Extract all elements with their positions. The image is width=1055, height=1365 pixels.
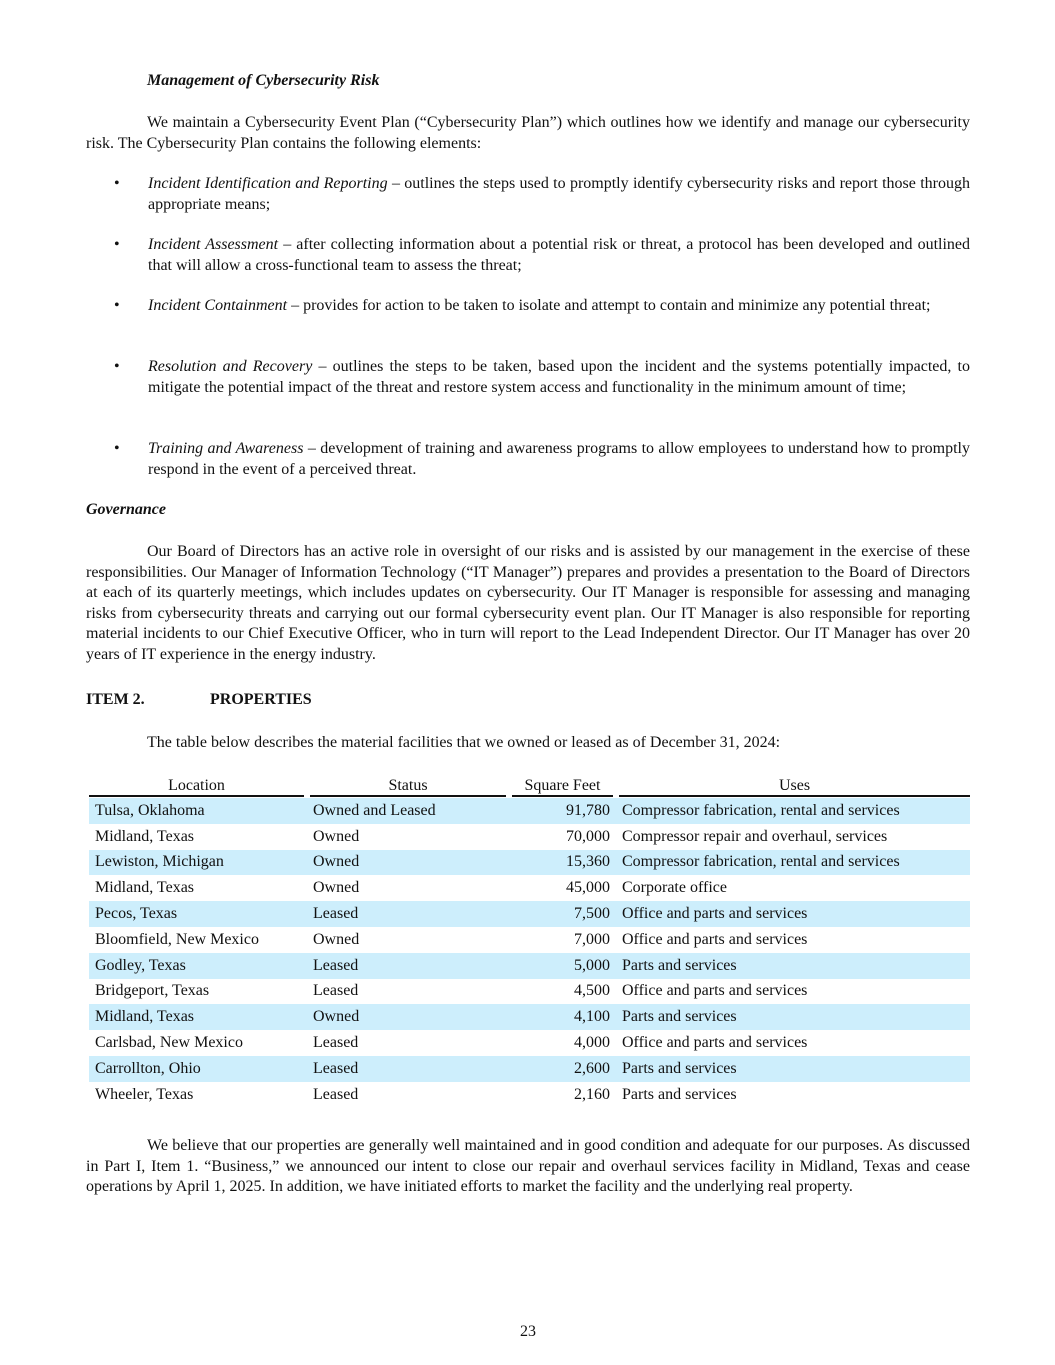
table-row [89, 953, 970, 979]
cell-uses: Parts and services [622, 1085, 737, 1103]
cell-status: Leased [313, 1034, 359, 1052]
table-row [89, 850, 970, 876]
cell-status: Leased [307, 953, 509, 979]
cell-square-feet: 5,000 [509, 953, 616, 979]
table-row [89, 1082, 970, 1108]
cell-square-feet: 15,360 [509, 850, 616, 876]
cell-square-feet: 4,000 [574, 1034, 610, 1052]
column-header-location: Location [89, 776, 307, 798]
cell-uses: Office and parts and services [622, 1034, 808, 1052]
cell-uses: Office and parts and services [622, 982, 808, 1000]
cell-status: Owned and Leased [307, 798, 509, 824]
bullet-item [86, 357, 970, 398]
cell-square-feet: 91,780 [509, 798, 616, 824]
bullet-item [86, 235, 970, 276]
bullet-item [86, 296, 970, 317]
table-row [89, 798, 970, 824]
cell-location: Tulsa, Oklahoma [89, 798, 307, 824]
bullet-text: – after collecting information about a potential risk or threat, a protocol has been developed and outlined that will allow a cross-functional team to assess the threat; [148, 236, 971, 274]
cell-square-feet: 2,600 [509, 1056, 616, 1082]
item-heading [86, 691, 312, 709]
cell-status: Leased [313, 982, 359, 1000]
bullet-term: Incident Containment [148, 297, 288, 314]
bullet-text: – provides for action to be taken to isolate and attempt to contain and minimize any potential threat; [287, 297, 931, 314]
cell-status: Leased [307, 1056, 509, 1082]
cell-location: Pecos, Texas [89, 901, 307, 927]
table-row [89, 824, 970, 850]
cell-square-feet: 4,100 [509, 1004, 616, 1030]
table-row [89, 1056, 970, 1082]
cell-status: Leased [307, 901, 509, 927]
cell-uses: Compressor fabrication, rental and services [616, 798, 970, 824]
section-heading-management: Management of Cybersecurity Risk [147, 72, 380, 89]
cell-location: Midland, Texas [95, 879, 195, 897]
cell-location: Godley, Texas [89, 953, 307, 979]
bullet-term: Resolution and Recovery [148, 358, 313, 375]
table-row [89, 1030, 970, 1056]
cell-square-feet: 7,000 [574, 930, 610, 948]
cell-square-feet: 2,160 [574, 1085, 610, 1103]
bullet-text: – outlines the steps to be taken, based upon the incident and the systems potentially impacted, to mitigate the potential impact of the threat and restore system access and functionality in the minimum amount of time; [148, 358, 970, 396]
page-number: 23 [520, 1323, 536, 1340]
column-header-square-feet: Square Feet [509, 776, 616, 798]
table-header-row [89, 776, 970, 798]
governance-text: Our Board of Directors has an active role in oversight of our risks and is assisted by our management in the exercise of these responsibilities. Our Manager of Information Technology (“IT Manager”) prepares and provides a presentation to the Board of Directors at each of its quarterly meetings, which includes updates on cybersecurity. Our IT Manager is responsible for assessing and managing risks from cybersecurity threats and carrying out our formal cybersecurity event plan. Our IT Manager is also responsible for reporting material incidents to our Chief Executive Officer, who in turn will report to the Lead Independent Director. Our IT Manager has over 20 years of IT experience in the energy industry. [86, 543, 970, 663]
cell-uses: Parts and services [616, 953, 970, 979]
cell-square-feet: 45,000 [566, 879, 610, 897]
bullet-icon: • [114, 236, 120, 253]
cell-status: Leased [313, 1085, 359, 1103]
cell-uses: Office and parts and services [622, 930, 808, 948]
management-intro-text: We maintain a Cybersecurity Event Plan (“Cybersecurity Plan”) which outlines how we identify and manage our cybersecurity risk. The Cybersecurity Plan contains the following elements: [86, 114, 970, 152]
bullet-term: Incident Identification and Reporting [148, 175, 388, 192]
governance-paragraph [86, 542, 970, 665]
management-intro-paragraph [86, 113, 970, 154]
cell-uses: Compressor repair and overhaul, services [622, 827, 888, 845]
cell-location: Carlsbad, New Mexico [95, 1034, 243, 1052]
cell-location: Carrollton, Ohio [89, 1056, 307, 1082]
cell-status: Owned [313, 879, 360, 897]
column-header-uses: Uses [616, 776, 970, 798]
cell-location: Bridgeport, Texas [95, 982, 210, 1000]
bullet-item [86, 439, 970, 480]
item-title: PROPERTIES [210, 691, 312, 708]
bullet-icon: • [114, 358, 120, 375]
table-row [89, 901, 970, 927]
cell-status: Owned [307, 850, 509, 876]
cell-uses: Parts and services [616, 1004, 970, 1030]
cell-location: Midland, Texas [95, 827, 195, 845]
cell-location: Lewiston, Michigan [89, 850, 307, 876]
cell-uses: Compressor fabrication, rental and services [616, 850, 970, 876]
cell-location: Bloomfield, New Mexico [95, 930, 259, 948]
cell-status: Owned [313, 930, 360, 948]
closing-text: We believe that our properties are generally well maintained and in good condition and adequate for our purposes. As discussed in Part I, Item 1. “Business,” we announced our intent to close our repair and overhaul services facility in Midland, Texas and cease operations by April 1, 2025. In addition, we have initiated efforts to market the facility and the underlying real property. [86, 1137, 970, 1195]
bullet-icon: • [114, 297, 120, 314]
table-row [89, 927, 970, 953]
cell-uses: Corporate office [622, 879, 727, 897]
bullet-icon: • [114, 175, 120, 192]
cell-status: Owned [307, 1004, 509, 1030]
column-header-status: Status [307, 776, 509, 798]
table-row [89, 979, 970, 1005]
section-heading-governance: Governance [86, 501, 166, 518]
bullet-text: – development of training and awareness programs to allow employees to understand how to promptly respond in the event of a perceived threat. [148, 440, 970, 478]
cell-status: Owned [313, 827, 360, 845]
bullet-item [86, 174, 970, 215]
cell-square-feet: 7,500 [509, 901, 616, 927]
cell-uses: Office and parts and services [616, 901, 970, 927]
table-row [89, 875, 970, 901]
item-number: ITEM 2. [86, 691, 145, 708]
properties-intro-text: The table below describes the material facilities that we owned or leased as of December 31, 2024: [147, 734, 781, 751]
cell-location: Wheeler, Texas [95, 1085, 194, 1103]
bullet-term: Training and Awareness [148, 440, 304, 457]
bullet-icon: • [114, 440, 120, 457]
closing-paragraph [86, 1136, 970, 1198]
properties-intro-paragraph [86, 733, 970, 754]
bullet-term: Incident Assessment [148, 236, 279, 253]
cell-square-feet: 4,500 [574, 982, 610, 1000]
cell-square-feet: 70,000 [566, 827, 610, 845]
cell-uses: Parts and services [616, 1056, 970, 1082]
bullet-text: – outlines the steps used to promptly identify cybersecurity risks and report those through appropriate means; [148, 175, 970, 213]
cell-location: Midland, Texas [89, 1004, 307, 1030]
properties-table [89, 776, 970, 1108]
table-row [89, 1004, 970, 1030]
